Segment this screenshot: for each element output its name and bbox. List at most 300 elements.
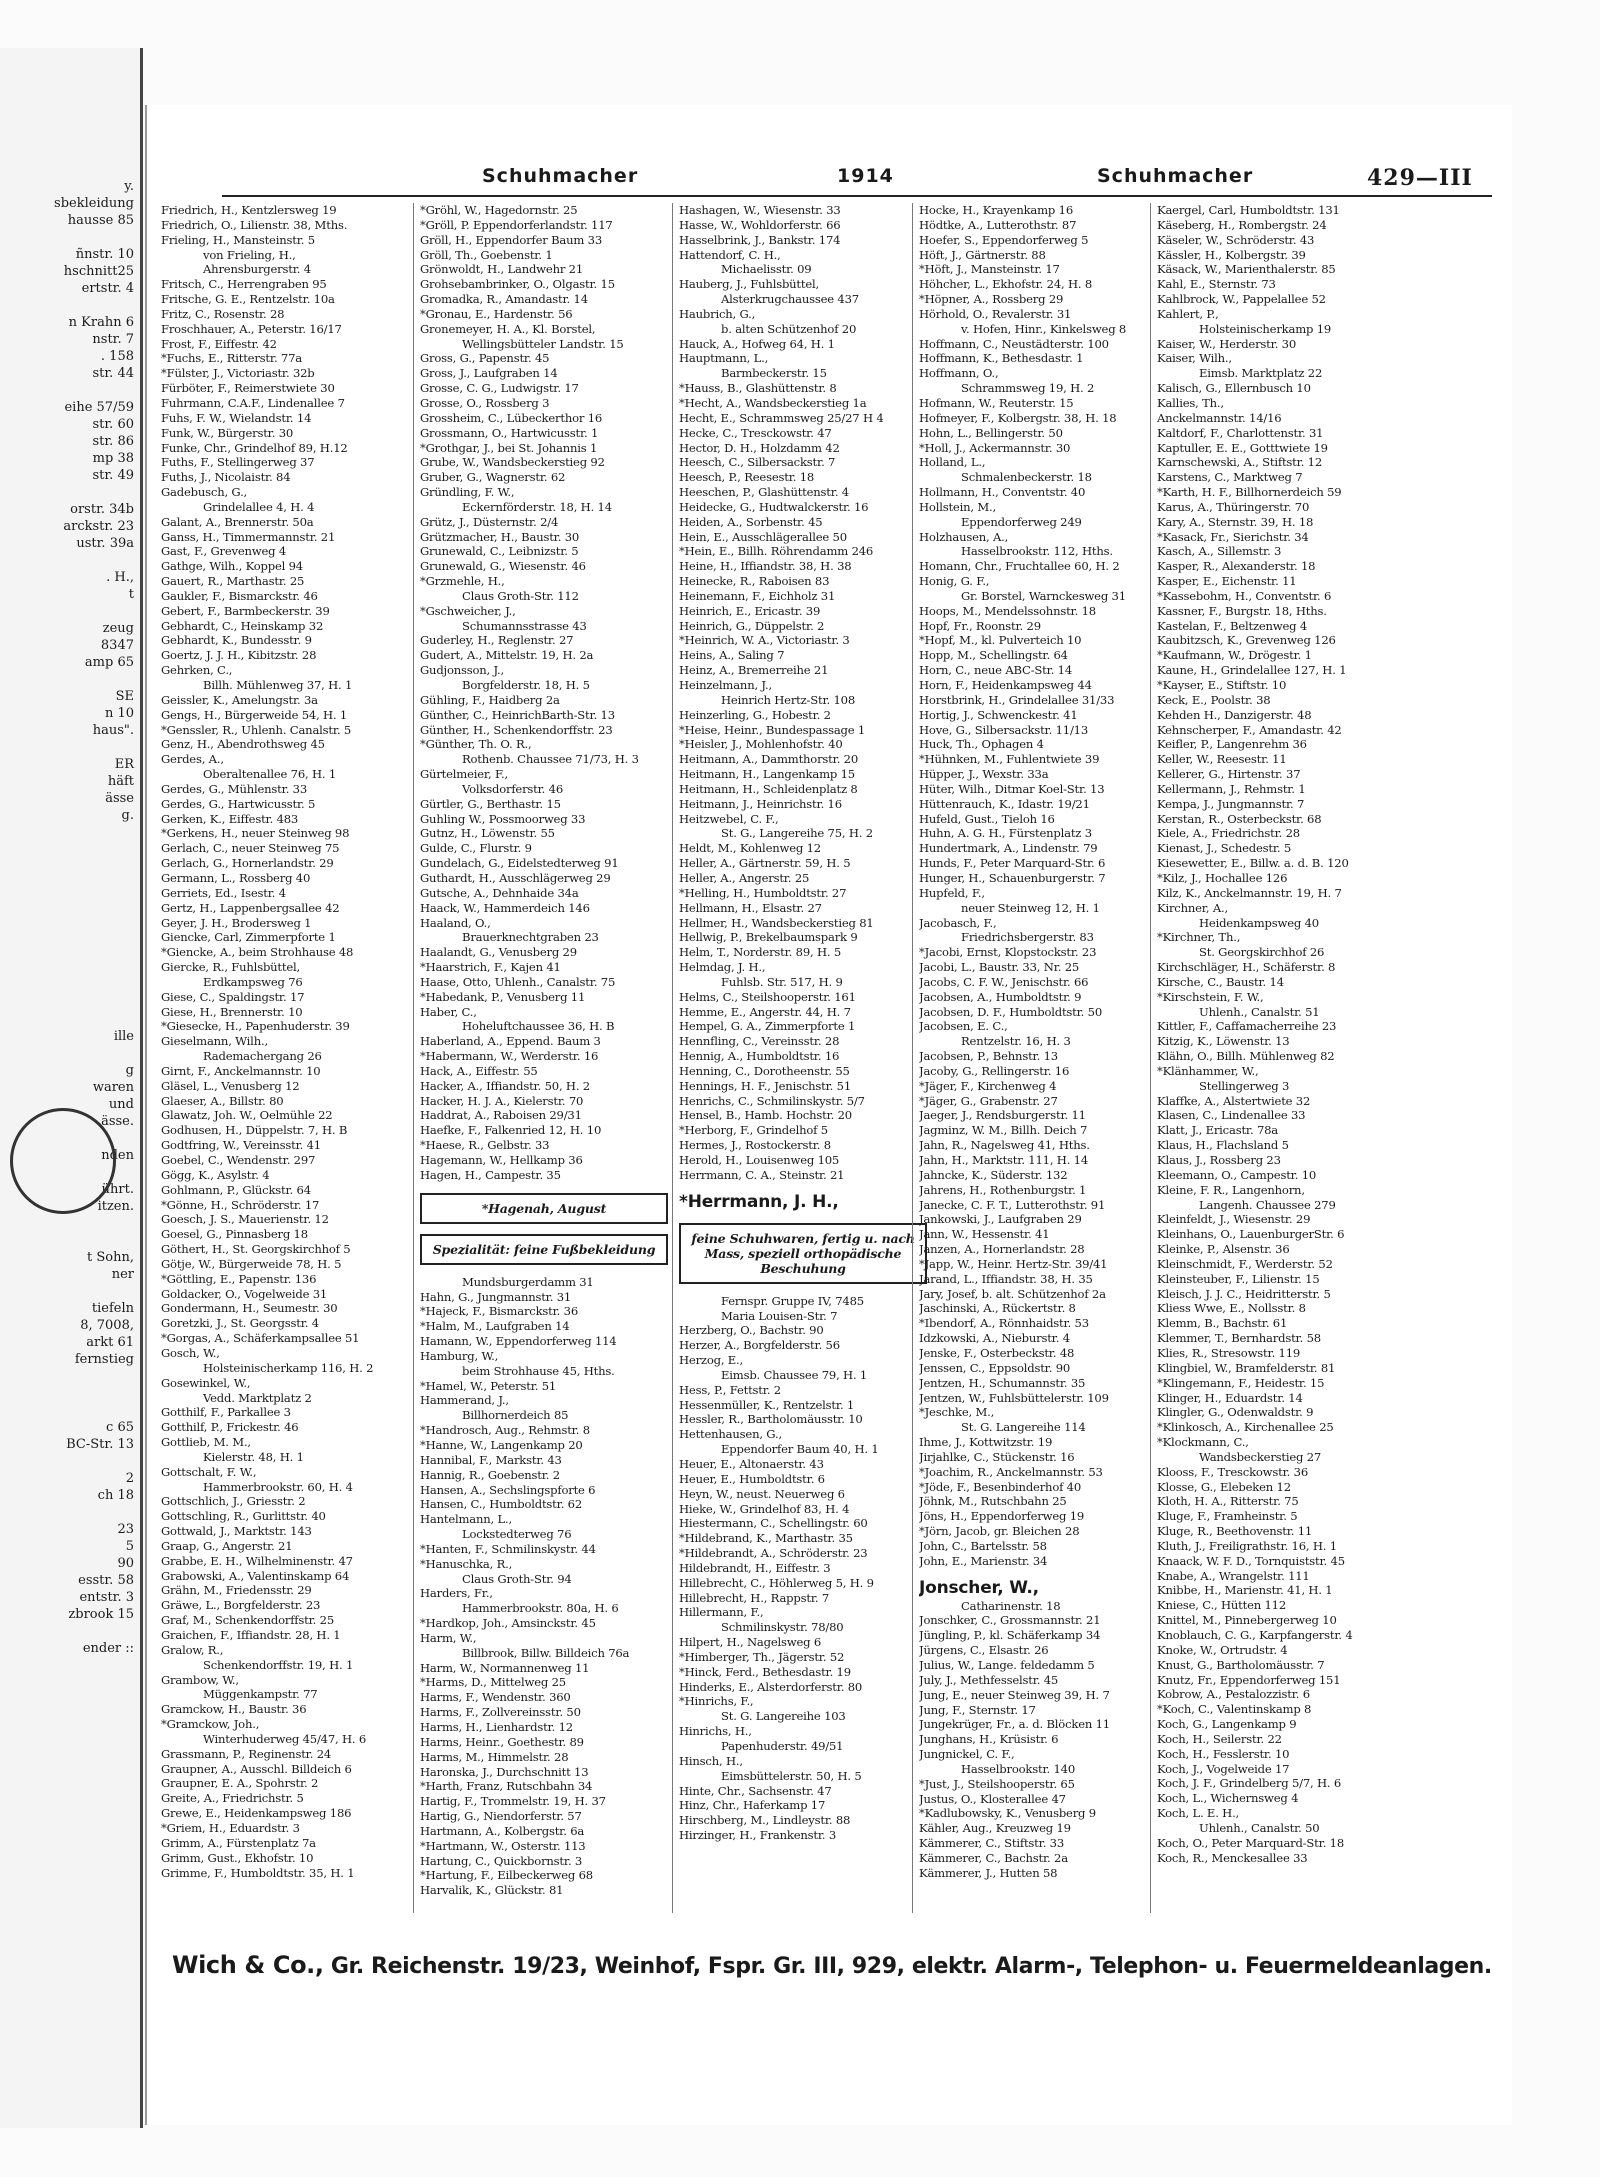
- directory-entry: Billbrook, Billw. Billdeich 76a: [462, 1645, 630, 1660]
- directory-entry: Friedrich, O., Lilienstr. 38, Mths.: [161, 217, 348, 232]
- directory-entry: Jentzen, H., Schumannstr. 35: [919, 1375, 1086, 1390]
- directory-entry: Hauptmann, L.,: [679, 351, 769, 366]
- directory-entry: Guthardt, H., Ausschlägerweg 29: [420, 870, 611, 885]
- directory-entry: Heesch, P., Reesestr. 18: [679, 470, 815, 485]
- directory-entry: Gerlach, C., neuer Steinweg 75: [161, 841, 340, 856]
- directory-entry: *Genssler, R., Uhlenh. Canalstr. 5: [161, 722, 352, 737]
- facing-page-text: [0, 178, 140, 1657]
- column-divider: [413, 203, 414, 1913]
- directory-entry: *Heisler, J., Mohlenhofstr. 40: [679, 737, 843, 752]
- directory-entry: Claus Groth-Str. 94: [462, 1571, 572, 1586]
- directory-entry: Hundertmark, A., Lindenstr. 79: [919, 841, 1098, 856]
- directory-entry: Hopf, Fr., Roonstr. 29: [919, 618, 1041, 633]
- facing-page-line: hschnitt25: [63, 264, 134, 279]
- directory-entry: *Jeschke, M.,: [919, 1405, 995, 1420]
- facing-page-line: häft: [107, 774, 134, 789]
- directory-entry: Fernspr. Gruppe IV, 7485: [721, 1293, 864, 1308]
- directory-entry: *Ibendorf, A., Rönnhaidstr. 53: [919, 1316, 1089, 1331]
- directory-entry: Kahlbrock, W., Pappelallee 52: [1157, 292, 1326, 307]
- facing-page-line: [0, 1385, 134, 1402]
- directory-entry: Knabe, A., Wrangelstr. 111: [1157, 1568, 1310, 1583]
- directory-entry: Grewe, E., Heidenkampsweg 186: [161, 1806, 352, 1821]
- directory-entry: Jacobi, L., Baustr. 33, Nr. 25: [919, 960, 1080, 975]
- directory-entry: Haberland, A., Eppend. Baum 3: [420, 1034, 601, 1049]
- directory-entry: Göthert, H., St. Georgskirchhof 5: [161, 1242, 351, 1257]
- directory-entry: Kluge, R., Beethovenstr. 11: [1157, 1524, 1313, 1539]
- directory-entry: Hempel, G. A., Zimmerpforte 1: [679, 1019, 856, 1034]
- directory-entry: Gundelach, G., Eidelstedterweg 91: [420, 856, 619, 871]
- header-left-title: Schuhmacher: [482, 165, 639, 187]
- facing-page-line: [0, 909, 134, 926]
- directory-entry: *Jörn, Jacob, gr. Bleichen 28: [919, 1524, 1080, 1539]
- directory-entry: Kleinschmidt, F., Werderstr. 52: [1157, 1256, 1333, 1271]
- directory-entry: Gaukler, F., Bismarckstr. 46: [161, 588, 318, 603]
- facing-page-line: [0, 552, 134, 569]
- directory-entry: *Helling, H., Humboldtstr. 27: [679, 885, 847, 900]
- directory-entry: Gengs, H., Bürgerweide 54, H. 1: [161, 707, 348, 722]
- directory-entry: *Hardkop, Joh., Amsinckstr. 45: [420, 1616, 596, 1631]
- directory-entry: Honig, G. F.,: [919, 574, 990, 589]
- facing-page-line: arkt 61: [86, 1335, 134, 1350]
- directory-entry: Haase, Otto, Uhlenh., Canalstr. 75: [420, 974, 616, 989]
- facing-page-line: mp 38: [92, 451, 134, 466]
- facing-page-line: [0, 875, 134, 892]
- directory-entry: Heitmann, H., Langenkamp 15: [679, 767, 855, 782]
- directory-entry: Kässler, H., Kolbergstr. 39: [1157, 247, 1306, 262]
- directory-entry: Jaeger, J., Rendsburgerstr. 11: [919, 1108, 1086, 1123]
- directory-entry: Grönwoldt, H., Landwehr 21: [420, 262, 584, 277]
- directory-entry: Kobrow, A., Pestalozzistr. 6: [1157, 1687, 1310, 1702]
- directory-entry: Koch, R., Menckesallee 33: [1157, 1850, 1308, 1865]
- directory-entry: Gross, G., Papenstr. 45: [420, 351, 550, 366]
- column-divider: [672, 203, 673, 1913]
- directory-entry: Giese, C., Spaldingstr. 17: [161, 989, 305, 1004]
- directory-entry: Julius, W., Lange. feldedamm 5: [919, 1658, 1095, 1672]
- directory-entry: Gieselmann, Wilh.,: [161, 1034, 268, 1049]
- directory-entry: Germann, L., Rossberg 40: [161, 870, 311, 885]
- directory-entry: Hohn, L., Bellingerstr. 50: [919, 425, 1063, 440]
- directory-entry: Kilz, K., Anckelmannstr. 19, H. 7: [1157, 885, 1342, 900]
- directory-entry: Homann, Chr., Fruchtallee 60, H. 2: [919, 559, 1120, 574]
- directory-entry: Hauck, A., Hofweg 64, H. 1: [679, 336, 835, 351]
- boxed-advertisement: Spezialität: feine Fußbekleidung: [420, 1234, 668, 1265]
- directory-entry: Knoblauch, C. G., Karpfangerstr. 4: [1157, 1628, 1353, 1642]
- directory-entry: Hartig, F., Trommelstr. 19, H. 37: [420, 1794, 606, 1809]
- column-divider: [1150, 203, 1151, 1913]
- directory-entry: Gross, J., Laufgraben 14: [420, 366, 558, 381]
- directory-entry: Heinecke, R., Raboisen 83: [679, 574, 830, 589]
- directory-entry: Gutnz, H., Löwenstr. 55: [420, 826, 555, 841]
- directory-entry: Grossmann, O., Hartwicusstr. 1: [420, 425, 599, 440]
- directory-entry: Haddrat, A., Raboisen 29/31: [420, 1108, 582, 1123]
- facing-page-line: [0, 994, 134, 1011]
- directory-entry: Hettenhausen, G.,: [679, 1427, 782, 1442]
- directory-entry: Kirchschläger, H., Schäferstr. 8: [1157, 960, 1336, 975]
- directory-entry: Haalandt, G., Venusberg 29: [420, 945, 577, 960]
- directory-entry: Hoffmann, C., Neustädterstr. 100: [919, 336, 1109, 351]
- directory-entry: Heiden, A., Sorbenstr. 45: [679, 514, 823, 529]
- directory-entry: Kiele, A., Friedrichstr. 28: [1157, 826, 1300, 841]
- directory-entry: Jungekrüger, Fr., a. d. Blöcken 11: [919, 1717, 1110, 1732]
- directory-entry: *Klockmann, C.,: [1157, 1435, 1249, 1450]
- directory-entry: Harms, H., Lienhardstr. 12: [420, 1720, 573, 1734]
- directory-entry: Fritsche, G. E., Rentzelstr. 10a: [161, 292, 335, 307]
- directory-entry: *Kaufmann, W., Drögestr. 1: [1157, 648, 1312, 663]
- directory-entry: Goertz, J. J. H., Kibitzstr. 28: [161, 648, 317, 663]
- directory-entry: beim Strohhause 45, Hths.: [462, 1363, 615, 1378]
- directory-entry: Grassmann, P., Reginenstr. 24: [161, 1746, 332, 1761]
- directory-entry: Hoefer, S., Eppendorferweg 5: [919, 232, 1089, 247]
- directory-entry: Klingler, G., Odenwaldstr. 9: [1157, 1405, 1314, 1420]
- directory-entry: Graupner, E. A., Spohrstr. 2: [161, 1776, 319, 1791]
- directory-entry: Heitzwebel, C. F.,: [679, 811, 779, 826]
- directory-entry: Kämmerer, C., Bachstr. 2a: [919, 1850, 1068, 1865]
- directory-entry: Jung, E., neuer Steinweg 39, H. 7: [919, 1687, 1110, 1702]
- facing-page-line: fernstieg: [74, 1352, 134, 1367]
- directory-entry: Jirjahlke, C., Stückenstr. 16: [919, 1449, 1075, 1464]
- boxed-advertisement: feine Schuhwaren, fertig u. nach Mass, speziell orthopädische Beschuhung: [679, 1223, 927, 1284]
- facing-page-line: [0, 1045, 134, 1062]
- directory-entry: Kaiser, W., Herderstr. 30: [1157, 336, 1297, 351]
- directory-entry: *Hanne, W., Langenkamp 20: [420, 1437, 583, 1452]
- directory-entry: Gotthilf, F., Parkallee 3: [161, 1405, 291, 1420]
- directory-entry: Hödtke, A., Lutterothstr. 87: [919, 217, 1077, 232]
- facing-page-line: 90: [117, 1556, 134, 1571]
- directory-entry: Kassner, F., Burgstr. 18, Hths.: [1157, 603, 1327, 618]
- column-2: [420, 203, 668, 1898]
- directory-entry: *Jäger, G., Grabenstr. 27: [919, 1093, 1058, 1108]
- facing-page-line: SE: [115, 689, 134, 704]
- directory-entry: Hattendorf, C. H.,: [679, 247, 781, 262]
- facing-page-line: [0, 603, 134, 620]
- directory-entry: Heuer, E., Humboldtstr. 6: [679, 1471, 825, 1486]
- facing-page-line: . 158: [100, 349, 134, 364]
- directory-entry: Kaune, H., Grindelallee 127, H. 1: [1157, 663, 1347, 678]
- directory-entry: Guhling W., Possmoorweg 33: [420, 811, 586, 826]
- header-year: 1914: [837, 165, 894, 187]
- directory-entry: Käseberg, H., Rombergstr. 24: [1157, 217, 1327, 232]
- facing-page-line: [0, 1368, 134, 1385]
- directory-entry: Jacoby, G., Rellingerstr. 16: [919, 1063, 1070, 1078]
- directory-entry: Jentzen, W., Fuhlsbüttelerstr. 109: [919, 1390, 1109, 1405]
- directory-entry: Gosewinkel, W.,: [161, 1375, 251, 1390]
- directory-entry: Heine, H., Iffiandstr. 38, H. 38: [679, 559, 852, 574]
- facing-page-line: 8347: [100, 638, 134, 653]
- directory-entry: Hinte, Chr., Sachsenstr. 47: [679, 1783, 832, 1798]
- directory-entry: Billh. Mühlenweg 37, H. 1: [203, 678, 353, 692]
- directory-entry: *Fülster, J., Victoriastr. 32b: [161, 366, 315, 381]
- directory-entry: Hamburg, W.,: [420, 1348, 499, 1363]
- facing-page-line: ässe.: [101, 1114, 134, 1129]
- facing-page-line: amp 65: [84, 655, 134, 670]
- directory-entry: Hasselbrookstr. 140: [961, 1761, 1076, 1776]
- directory-entry: Hunds, F., Peter Marquard-Str. 6: [919, 856, 1106, 871]
- directory-entry: *Karth, H. F., Billhornerdeich 59: [1157, 485, 1342, 500]
- directory-entry: Frieling, H., Mansteinstr. 5: [161, 232, 315, 247]
- directory-entry: Maria Louisen-Str. 7: [721, 1308, 838, 1323]
- directory-entry: Erdkampsweg 76: [203, 974, 303, 989]
- directory-entry: Jaschinski, A., Rückertstr. 8: [919, 1301, 1076, 1316]
- directory-entry: *Hauss, B., Glashüttenstr. 8: [679, 381, 837, 396]
- directory-entry: *Haarstrich, F., Kajen 41: [420, 960, 561, 975]
- directory-entry: Koch, J. F., Grindelberg 5/7, H. 6: [1157, 1776, 1342, 1791]
- directory-entry: Klemmer, T., Bernhardstr. 58: [1157, 1331, 1321, 1346]
- directory-entry: Genz, H., Abendrothsweg 45: [161, 737, 325, 752]
- directory-entry: Eckernförderstr. 18, H. 14: [462, 499, 612, 514]
- directory-entry: Käseler, W., Schröderstr. 43: [1157, 232, 1315, 247]
- directory-entry: Gehrken, C.,: [161, 663, 233, 678]
- directory-entry: Fuths, F., Stellingerweg 37: [161, 455, 315, 470]
- directory-entry: Jary, Josef, b. alt. Schützenhof 2a: [919, 1286, 1106, 1301]
- directory-entry: Volksdorferstr. 46: [462, 781, 564, 796]
- directory-entry: John, C., Bartelsstr. 58: [919, 1538, 1047, 1553]
- directory-entry: Kasch, A., Sillemstr. 3: [1157, 544, 1282, 559]
- directory-entry: Gottschling, R., Gurlittstr. 40: [161, 1509, 326, 1524]
- facing-page-line: ER: [114, 757, 134, 772]
- directory-entry: Janecke, C. F. T., Lutterothstr. 91: [919, 1197, 1106, 1212]
- directory-entry: Galant, A., Brennerstr. 50a: [161, 514, 314, 529]
- directory-entry: Kluth, J., Freiligrathstr. 16, H. 1: [1157, 1538, 1337, 1553]
- directory-entry: Gutsche, A., Dehnhaide 34a: [420, 885, 579, 900]
- directory-entry: Hecht, E., Schrammsweg 25/27 H 4: [679, 410, 884, 425]
- directory-entry: Grube, W., Wandsbeckerstieg 92: [420, 455, 605, 470]
- directory-entry: *Günther, Th. O. R.,: [420, 737, 532, 752]
- directory-entry: Gröll, Th., Goebenstr. 1: [420, 247, 553, 262]
- directory-entry: Froschhauer, A., Peterstr. 16/17: [161, 321, 342, 336]
- directory-entry: *Kayser, E., Stiftstr. 10: [1157, 678, 1287, 692]
- directory-entry: Kary, A., Sternstr. 39, H. 18: [1157, 514, 1314, 529]
- directory-entry: Kahl, E., Sternstr. 73: [1157, 277, 1276, 292]
- directory-entry: Henrichs, C., Schmilinskystr. 5/7: [679, 1093, 865, 1108]
- facing-page-line: g: [125, 1063, 134, 1078]
- directory-entry: Hansen, C., Humboldtstr. 62: [420, 1497, 583, 1512]
- directory-entry: Grimme, F., Humboldtstr. 35, H. 1: [161, 1865, 355, 1880]
- directory-entry: Grützmacher, H., Baustr. 30: [420, 529, 580, 544]
- directory-entry: Kalisch, G., Ellernbusch 10: [1157, 381, 1311, 396]
- directory-entry: Harms, Heinr., Goethestr. 89: [420, 1734, 584, 1749]
- directory-entry: b. alten Schützenhof 20: [721, 321, 857, 336]
- directory-entry: Greite, A., Friedrichstr. 5: [161, 1791, 304, 1806]
- directory-entry: Käsack, W., Marienthalerstr. 85: [1157, 262, 1336, 277]
- directory-entry: Kaergel, Carl, Humboldtstr. 131: [1157, 203, 1340, 217]
- directory-entry: *Handrosch, Aug., Rehmstr. 8: [420, 1423, 590, 1438]
- directory-entry: Heins, A., Saling 7: [679, 648, 785, 663]
- directory-entry: *Hühnken, M., Fuhlentwiete 39: [919, 752, 1100, 767]
- directory-entry: Goesel, G., Pinnasberg 18: [161, 1227, 308, 1242]
- directory-entry: *Höft, J., Mansteinstr. 17: [919, 262, 1060, 277]
- directory-entry: Gromadka, R., Amandastr. 14: [420, 292, 588, 307]
- directory-entry: Hansen, A., Sechslingspforte 6: [420, 1482, 596, 1497]
- directory-entry: Herzer, A., Borgfelderstr. 56: [679, 1338, 840, 1353]
- column-3: [679, 203, 927, 1843]
- directory-entry: Godtfring, W., Vereinsstr. 41: [161, 1138, 321, 1153]
- directory-entry: *Hecht, A., Wandsbeckerstieg 1a: [679, 395, 867, 410]
- directory-entry: Gadebusch, G.,: [161, 485, 248, 500]
- directory-entry: Hörhold, O., Revalerstr. 31: [919, 306, 1072, 321]
- facing-page-line: ille: [113, 1029, 134, 1044]
- directory-entry: John, E., Marienstr. 34: [919, 1553, 1048, 1568]
- directory-entry: Goldacker, O., Vogelweide 31: [161, 1286, 328, 1301]
- directory-entry: Goretzki, J., St. Georgsstr. 4: [161, 1316, 319, 1331]
- directory-entry: *Hajeck, F., Bismarckstr. 36: [420, 1304, 579, 1319]
- directory-entry: Kleinfeldt, J., Wiesenstr. 29: [1157, 1212, 1311, 1227]
- directory-entry: Friedrichsbergerstr. 83: [961, 930, 1094, 945]
- directory-entry: Jankowski, J., Laufgraben 29: [919, 1212, 1082, 1227]
- directory-entry: Jöhnk, M., Rutschbahn 25: [919, 1494, 1067, 1509]
- directory-entry: Grunewald, G., Wiesenstr. 46: [420, 559, 586, 574]
- directory-entry: Geissler, K., Amelungstr. 3a: [161, 692, 318, 707]
- facing-page-line: eihe 57/59: [64, 400, 134, 415]
- directory-entry: Kämmerer, C., Stiftstr. 33: [919, 1836, 1065, 1851]
- directory-entry: Grähn, M., Friedensstr. 29: [161, 1583, 312, 1598]
- directory-entry: Oberaltenallee 76, H. 1: [203, 767, 337, 782]
- directory-entry: Gögg, K., Asylstr. 4: [161, 1167, 270, 1182]
- directory-entry: Fürböter, F., Reimerstwiete 30: [161, 381, 335, 396]
- directory-entry: Kasper, R., Alexanderstr. 18: [1157, 559, 1316, 574]
- directory-entry: Hirzinger, H., Frankenstr. 3: [679, 1828, 837, 1843]
- facing-page-line: [0, 926, 134, 943]
- directory-entry: Herold, H., Louisenweg 105: [679, 1153, 840, 1167]
- directory-entry: *Grothgar, J., bei St. Johannis 1: [420, 440, 598, 455]
- directory-entry: *Japp, W., Heinr. Hertz-Str. 39/41: [919, 1256, 1108, 1271]
- directory-entry: Eimsbüttelerstr. 50, H. 5: [721, 1768, 862, 1783]
- directory-entry: Hagemann, W., Hellkamp 36: [420, 1153, 583, 1167]
- directory-entry: Horn, C., neue ABC-Str. 14: [919, 663, 1073, 678]
- directory-entry: Horstbrink, H., Grindelallee 31/33: [919, 692, 1115, 707]
- facing-page-line: str. 49: [92, 468, 134, 483]
- directory-entry: Jahrens, H., Rothenburgstr. 1: [919, 1182, 1087, 1197]
- directory-entry: *Hinrichs, F.,: [679, 1694, 754, 1709]
- directory-entry: Heitmann, A., Dammthorstr. 20: [679, 752, 859, 767]
- directory-entry: Wellingsbütteler Landstr. 15: [462, 336, 624, 351]
- directory-entry: Hinrichs, H.,: [679, 1724, 752, 1739]
- directory-entry: Janzen, A., Hornerlandstr. 28: [919, 1242, 1085, 1257]
- directory-entry: Eimsb. Chaussee 79, H. 1: [721, 1367, 868, 1382]
- facing-page-line: arckstr. 23: [63, 519, 134, 534]
- directory-entry: *Grzmehle, H.,: [420, 574, 505, 589]
- directory-entry: Hennig, A., Humboldtstr. 16: [679, 1049, 840, 1064]
- facing-page-line: und: [108, 1097, 134, 1112]
- directory-entry: Hofmann, W., Reuterstr. 15: [919, 395, 1074, 410]
- directory-entry: Hillebrecht, H., Rappstr. 7: [679, 1590, 830, 1605]
- directory-entry: Keifler, P., Langenrehm 36: [1157, 737, 1307, 752]
- facing-page-line: g.: [121, 808, 134, 823]
- facing-page-line: . H.,: [106, 570, 134, 585]
- facing-page-line: ertstr. 4: [81, 281, 134, 296]
- directory-entry: Hellmer, H., Wandsbeckerstieg 81: [679, 915, 874, 930]
- directory-entry: Herzberg, O., Bachstr. 90: [679, 1323, 824, 1338]
- column-1: [161, 203, 409, 1880]
- directory-entry: Koch, L. E. H.,: [1157, 1806, 1240, 1821]
- directory-entry: Kielerstr. 48, H. 1: [203, 1449, 304, 1464]
- directory-entry: Hüpper, J., Wexstr. 33a: [919, 767, 1049, 782]
- directory-entry: Catharinenstr. 18: [961, 1598, 1061, 1613]
- directory-entry: Harvalik, K., Glückstr. 81: [420, 1883, 564, 1898]
- directory-entry: Kleinke, P., Alsenstr. 36: [1157, 1242, 1290, 1257]
- facing-page-line: ch 18: [97, 1488, 134, 1503]
- directory-entry: Kloth, H. A., Ritterstr. 75: [1157, 1494, 1299, 1509]
- directory-entry: *Giesecke, H., Papenhuderstr. 39: [161, 1019, 350, 1034]
- directory-entry: Gronemeyer, H. A., Kl. Borstel,: [420, 321, 596, 336]
- directory-entry: Huhn, A. G. H., Fürstenplatz 3: [919, 826, 1092, 841]
- facing-page-line: waren: [92, 1080, 134, 1095]
- facing-page-line: n Krahn 6: [68, 315, 134, 330]
- facing-page-line: [0, 858, 134, 875]
- directory-entry: Grohsebambrinker, O., Olgastr. 15: [420, 277, 615, 292]
- directory-entry: Gürtelmeier, F.,: [420, 767, 508, 782]
- directory-entry: Kleemann, O., Campestr. 10: [1157, 1167, 1317, 1182]
- directory-entry: v. Hofen, Hinr., Kinkelsweg 8: [961, 321, 1127, 336]
- directory-entry: Höhcher, L., Ekhofstr. 24, H. 8: [919, 277, 1093, 292]
- directory-entry: *Gönne, H., Schröderstr. 17: [161, 1197, 320, 1212]
- directory-entry: Borgfelderstr. 18, H. 5: [462, 678, 590, 692]
- directory-entry: Harms, F., Zollvereinsstr. 50: [420, 1705, 581, 1720]
- directory-entry: Kasper, E., Eichenstr. 11: [1157, 574, 1297, 589]
- directory-entry: St. G., Langereihe 75, H. 2: [721, 826, 873, 841]
- directory-entry: Heuer, E., Altonaerstr. 43: [679, 1456, 824, 1471]
- directory-entry: Gauert, R., Marthastr. 25: [161, 574, 305, 589]
- directory-entry: St. G. Langereihe 103: [721, 1709, 846, 1724]
- directory-entry: Haber, C.,: [420, 1004, 477, 1019]
- directory-entry: Hartung, C., Quickbornstr. 3: [420, 1853, 583, 1868]
- directory-entry: Kaptuller, E. E., Gotttwiete 19: [1157, 440, 1328, 455]
- directory-entry: Haronska, J., Durchschnitt 13: [420, 1764, 589, 1779]
- directory-entry: *Just, J., Steilshooperstr. 65: [919, 1776, 1075, 1791]
- directory-entry: Uhlenh., Canalstr. 51: [1199, 1004, 1320, 1019]
- directory-entry: Glawatz, Joh. W., Oelmühle 22: [161, 1108, 333, 1123]
- directory-entry: Hocke, H., Krayenkamp 16: [919, 203, 1073, 217]
- directory-entry: Koch, H., Fesslerstr. 10: [1157, 1746, 1290, 1761]
- directory-entry: *Kirchner, Th.,: [1157, 930, 1241, 945]
- directory-entry: *Heise, Heinr., Bundespassage 1: [679, 722, 866, 737]
- directory-entry: Schenkendorffstr. 19, H. 1: [203, 1657, 354, 1672]
- directory-entry: Goesch, J. S., Mauerienstr. 12: [161, 1212, 329, 1227]
- directory-entry: Gohlmann, P., Glückstr. 64: [161, 1182, 311, 1197]
- facing-page-line: [0, 1453, 134, 1470]
- directory-entry: Gotthilf, P., Frickestr. 46: [161, 1420, 299, 1435]
- directory-entry: Koch, O., Peter Marquard-Str. 18: [1157, 1835, 1345, 1850]
- directory-entry: Jacobsen, P., Behnstr. 13: [919, 1049, 1058, 1064]
- facing-page-line: [0, 297, 134, 314]
- directory-entry: *Harth, Franz, Rutschbahn 34: [420, 1779, 593, 1794]
- directory-entry: Jürgens, C., Elsastr. 26: [919, 1643, 1049, 1658]
- directory-entry: Kittler, F., Caffamacherreihe 23: [1157, 1019, 1337, 1034]
- directory-entry: Kleisch, J. J. C., Heidritterstr. 5: [1157, 1286, 1331, 1301]
- directory-entry: Alsterkrugchaussee 437: [721, 292, 859, 307]
- directory-entry: *Koch, C., Valentinskamp 8: [1157, 1702, 1312, 1717]
- directory-entry: neuer Steinweg 12, H. 1: [961, 900, 1100, 915]
- facing-page-line: 2: [125, 1471, 134, 1486]
- directory-entry: Klaus, H., Flachsland 5: [1157, 1138, 1289, 1153]
- facing-page-line: orstr. 34b: [70, 502, 134, 517]
- directory-entry: Hannibal, F., Markstr. 43: [420, 1452, 562, 1467]
- directory-entry: *Gronau, E., Hardenstr. 56: [420, 306, 573, 321]
- facing-page-line: esstr. 58: [78, 1573, 134, 1588]
- directory-entry: Hofmeyer, F., Kolbergstr. 38, H. 18: [919, 410, 1117, 425]
- directory-entry: Jenssen, C., Eppsoldstr. 90: [919, 1360, 1071, 1375]
- directory-entry: Götje, W., Bürgerweide 78, H. 5: [161, 1256, 342, 1271]
- directory-entry: Hirschberg, M., Lindleystr. 88: [679, 1813, 851, 1828]
- directory-entry: Gudjonsson, J.,: [420, 663, 505, 678]
- directory-entry: Fuhs, F. W., Wielandstr. 14: [161, 410, 312, 425]
- directory-entry: Hilpert, H., Nagelsweg 6: [679, 1635, 822, 1650]
- directory-entry: Klosse, G., Elebeken 12: [1157, 1479, 1291, 1494]
- directory-entry: Günther, H., Schenkendorffstr. 23: [420, 722, 613, 737]
- facing-page-line: ässe: [105, 791, 134, 806]
- directory-entry: Hasse, W., Wohldorferstr. 66: [679, 217, 841, 232]
- directory-entry: *Holl, J., Ackermannstr. 30: [919, 440, 1071, 455]
- facing-page-line: [0, 841, 134, 858]
